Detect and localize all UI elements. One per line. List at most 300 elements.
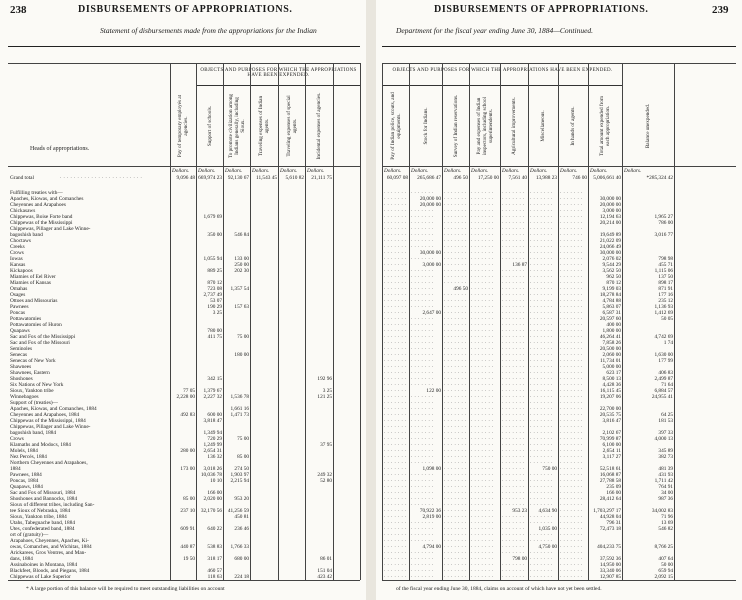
leader-dots: . . . . . . . [411, 496, 434, 501]
table-cell: 136 87 [512, 262, 527, 268]
leader-dots: . . . . . . . [384, 292, 407, 297]
table-cell: 121 25 [317, 394, 332, 400]
leader-dots: . . . . . . . [471, 550, 494, 555]
leader-dots: . . . . . . . [560, 442, 583, 447]
leader-dots: . . . . . . . [411, 340, 434, 345]
leader-dots: . . . . . . . [444, 508, 467, 513]
leader-dots: . . . . . . . [560, 328, 583, 333]
leader-dots: . . . . . . . . . . . . . . . . . . . . . . . . [60, 175, 143, 180]
leader-dots: . . . . . . . [471, 514, 494, 519]
table-cell: 455 71 [658, 262, 673, 268]
leader-dots: . . . . . . . [444, 214, 467, 219]
leader-dots: . . . . . . . [530, 400, 553, 405]
table-cell: 53 07 [210, 298, 222, 304]
leader-dots: . . . . . . . [530, 352, 553, 357]
table-cell: 4,750 00 [538, 544, 557, 550]
leader-dots: . . . . . . . [560, 418, 583, 423]
grand-total-label: Grand total [10, 175, 34, 181]
row-label: Quapaws [10, 328, 30, 334]
leader-dots: . . . . . . . [444, 340, 467, 345]
leader-dots: . . . . . . . [444, 190, 467, 195]
leader-dots: . . . . . . . [411, 358, 434, 363]
leader-dots: . . . . . . . [530, 286, 553, 291]
column-header [278, 88, 305, 164]
leader-dots: . . . . . . . [444, 472, 467, 477]
leader-dots: . . . . . . . [530, 196, 553, 201]
leader-dots: . . . . . . . [502, 250, 525, 255]
leader-dots: . . . . . . . [411, 226, 434, 231]
leader-dots: . . . . . . . [530, 436, 553, 441]
units-label: Dollars. [471, 168, 489, 174]
leader-dots: . . . . . . . [384, 346, 407, 351]
table-cell: 9,544 29 [602, 262, 621, 268]
table-cell: 133 00 [234, 256, 249, 262]
table-cell: 1,903 97 [230, 472, 249, 478]
table-cell: 71 64 [661, 382, 673, 388]
row-label: Sac and Fox of Missouri, 1884 [10, 490, 76, 496]
leader-dots: . . . . . . . [384, 502, 407, 507]
grand-total-value: 21,111 75 [311, 175, 332, 181]
table-cell: 2,076 02 [602, 256, 621, 262]
row-label: Omahas [10, 286, 28, 292]
leader-dots: . . . . . . . [560, 412, 583, 417]
leader-dots: . . . . . . . [411, 430, 434, 435]
leader-dots: . . . . . . . [471, 220, 494, 225]
leader-dots: . . . . . . . [560, 334, 583, 339]
leader-dots: . . . . . . . [560, 520, 583, 525]
table-cell: 750 00 [542, 466, 557, 472]
leader-dots: . . . . . . . [411, 442, 434, 447]
leader-dots: . . . . . . . [560, 376, 583, 381]
leader-dots: . . . . . . . [444, 532, 467, 537]
units-label: Dollars. [172, 168, 190, 174]
table-cell: 546 82 [658, 526, 673, 532]
leader-dots: . . . . . . . [471, 442, 494, 447]
leader-dots: . . . . . . . [560, 244, 583, 249]
column-header-text: Traveling expenses of Indian agents. [258, 95, 270, 157]
column-header [558, 88, 588, 164]
leader-dots: . . . . . . . [560, 292, 583, 297]
column-rule [360, 63, 361, 580]
leader-dots: . . . . . . . [502, 226, 525, 231]
row-label: bagoshish band, 1884 [10, 430, 57, 436]
table-cell: 2,737 49 [203, 292, 222, 298]
leader-dots: . . . . . . . [530, 340, 553, 345]
column-header [223, 88, 250, 164]
leader-dots: . . . . . . . [384, 424, 407, 429]
table-cell: 136 32 [207, 454, 222, 460]
leader-dots: . . . . . . . [530, 346, 553, 351]
leader-dots: . . . . . . . [560, 202, 583, 207]
running-head: DISBURSEMENTS OF APPROPRIATIONS. [78, 4, 293, 15]
leader-dots: . . . . . . . [560, 550, 583, 555]
column-header-text: Pay of Indian police, scouts, and equipments. [389, 92, 402, 160]
leader-dots: . . . . . . . [560, 262, 583, 267]
table-cell: 4,000 13 [654, 436, 673, 442]
leader-dots: . . . . . . . [471, 556, 494, 561]
leader-dots: . . . . . . . [530, 448, 553, 453]
table-cell: 345 89 [658, 448, 673, 454]
leader-dots: . . . . . . . [530, 316, 553, 321]
leader-dots: . . . . . . . [530, 502, 553, 507]
leader-dots: . . . . . . . [502, 310, 525, 315]
leader-dots: . . . . . . . [530, 532, 553, 537]
row-label: Chippewas, Pillager and Lake Winne- [10, 226, 91, 232]
leader-dots: . . . . . . . [384, 448, 407, 453]
table-cell: 2,227 32 [203, 394, 222, 400]
leader-dots: . . . . . . . [444, 418, 467, 423]
leader-dots: . . . . . . . [560, 562, 583, 567]
table-cell: 3 25 [212, 310, 222, 316]
table-cell: 157 63 [234, 304, 249, 310]
table-cell: 870 12 [606, 280, 621, 286]
leader-dots: . . . . . . . [384, 274, 407, 279]
table-cell: 8,766 25 [654, 544, 673, 550]
row-label: Molels, 1884 [10, 448, 38, 454]
table-cell: 450 81 [234, 514, 249, 520]
leader-dots: . . . . . . . [384, 190, 407, 195]
table-cell: 20,000 00 [419, 196, 441, 202]
table-cell: 30,000 00 [419, 250, 441, 256]
leader-dots: . . . . . . . [502, 562, 525, 567]
row-label: Iowas [10, 256, 23, 262]
leader-dots: . . . . . . . [411, 208, 434, 213]
leader-dots: . . . . . . . [530, 442, 553, 447]
leader-dots: . . . . . . . [444, 244, 467, 249]
table-cell: 492 83 [180, 412, 195, 418]
row-label: ort of (gratuity)— [10, 532, 49, 538]
row-label: Osages [10, 292, 26, 298]
leader-dots: . . . . . . . [560, 574, 583, 579]
leader-dots: . . . . . . . [444, 310, 467, 315]
leader-dots: . . . . . . . [560, 220, 583, 225]
table-cell: 640 22 [207, 526, 222, 532]
table-cell: 10,036 78 [200, 472, 222, 478]
leader-dots: . . . . . . . [411, 268, 434, 273]
leader-dots: . . . . . . . [411, 382, 434, 387]
leader-dots: . . . . . . . [471, 472, 494, 477]
leader-dots: . . . . . . . [560, 430, 583, 435]
leader-dots: . . . . . . . [411, 490, 434, 495]
column-header-text: Miscellaneous. [540, 110, 546, 142]
table-cell: 2,654 31 [203, 448, 222, 454]
table-cell: 2,647 00 [422, 310, 441, 316]
row-label: Chickasaws [10, 208, 36, 214]
row-label: Sioux of different tribes, including San- [10, 502, 95, 508]
column-header-text: Agricultural improvements. [511, 97, 517, 155]
leader-dots: . . . . . . . [502, 292, 525, 297]
leader-dots: . . . . . . . [471, 526, 494, 531]
table-cell: 962 50 [606, 274, 621, 280]
row-label: Klamaths and Modocs, 1884 [10, 442, 71, 448]
table-cell: 274 50 [234, 466, 249, 472]
table-cell: 318 17 [207, 556, 222, 562]
table-cell: 18,278 84 [599, 292, 621, 298]
units-label: Dollars. [307, 168, 325, 174]
rule [382, 46, 736, 47]
table-cell: 30,000 00 [599, 250, 621, 256]
table-cell: 1 74 [663, 340, 673, 346]
row-label: Senecas of New York [10, 358, 56, 364]
leader-dots: . . . . . . . [471, 562, 494, 567]
header-rule [382, 63, 736, 64]
leader-dots: . . . . . . . [384, 316, 407, 321]
leader-dots: . . . . . . . [530, 394, 553, 399]
leader-dots: . . . . . . . [444, 250, 467, 255]
table-cell: 871 91 [658, 286, 673, 292]
leader-dots: . . . . . . . [560, 316, 583, 321]
leader-dots: . . . . . . . [411, 538, 434, 543]
leader-dots: . . . . . . . [384, 514, 407, 519]
leader-dots: . . . . . . . [411, 520, 434, 525]
leader-dots: . . . . . . . [471, 424, 494, 429]
table-cell: 137 50 [658, 274, 673, 280]
table-cell: 85 00 [237, 454, 249, 460]
table-cell: 623 17 [606, 370, 621, 376]
leader-dots: . . . . . . . [530, 268, 553, 273]
table-cell: 21,022 09 [599, 238, 621, 244]
table-cell: 16,115 45 [600, 388, 621, 394]
leader-dots: . . . . . . . [384, 388, 407, 393]
table-cell: 70,999 87 [599, 436, 621, 442]
leader-dots: . . . . . . . [471, 388, 494, 393]
table-cell: 382 73 [658, 454, 673, 460]
table-cell: 75 00 [237, 334, 249, 340]
leader-dots: . . . . . . . [471, 352, 494, 357]
leader-dots: . . . . . . . [560, 274, 583, 279]
row-label: Northern Cheyennes and Arapahoes, [10, 460, 88, 466]
leader-dots: . . . . . . . [411, 472, 434, 477]
row-label: Utes, confederated band, 1884 [10, 526, 75, 532]
table-cell: 224 18 [234, 574, 249, 580]
footnote: * A large portion of this balance will be required to meet outstanding liabilities on account [26, 586, 225, 592]
table-cell: 14,950 00 [599, 562, 621, 568]
leader-dots: . . . . . . . [444, 520, 467, 525]
table-cell: 4,784 88 [602, 298, 621, 304]
leader-dots: . . . . . . . [530, 334, 553, 339]
leader-dots: . . . . . . . [530, 418, 553, 423]
units-label: Dollars. [530, 168, 548, 174]
row-label: tee Sioux of Nebraska, 1884 [10, 508, 71, 514]
table-cell: 723 08 [207, 286, 222, 292]
leader-dots: . . . . . . . [502, 274, 525, 279]
table-cell: 12,907 85 [599, 574, 621, 580]
table-cell: 70,922 36 [419, 508, 441, 514]
leader-dots: . . . . . . . [384, 298, 407, 303]
header-rule [382, 166, 736, 167]
leader-dots: . . . . . . . [560, 544, 583, 549]
leader-dots: . . . . . . . [560, 358, 583, 363]
leader-dots: . . . . . . . [560, 484, 583, 489]
table-cell: 659 94 [658, 568, 673, 574]
leader-dots: . . . . . . . [411, 316, 434, 321]
leader-dots: . . . . . . . [384, 232, 407, 237]
leader-dots: . . . . . . . [444, 544, 467, 549]
leader-dots: . . . . . . . [384, 526, 407, 531]
units-label: Dollars. [384, 168, 402, 174]
table-cell: 600 00 [207, 412, 222, 418]
leader-dots: . . . . . . . [560, 448, 583, 453]
table-cell: 20,535 75 [599, 412, 621, 418]
table-cell: 10 10 [210, 478, 222, 484]
column-header [250, 88, 278, 164]
leader-dots: . . . . . . . [411, 352, 434, 357]
table-cell: 173 00 [180, 466, 195, 472]
table-cell: 64 25 [661, 412, 673, 418]
leader-dots: . . . . . . . [530, 292, 553, 297]
table-cell: 3,000 00 [422, 262, 441, 268]
leader-dots: . . . . . . . [502, 424, 525, 429]
leader-dots: . . . . . . . [471, 394, 494, 399]
leader-dots: . . . . . . . [560, 340, 583, 345]
leader-dots: . . . . . . . [530, 478, 553, 483]
leader-dots: . . . . . . . [560, 568, 583, 573]
row-label: 1884 [10, 466, 21, 472]
table-cell: 1,800 00 [602, 328, 621, 334]
leader-dots: . . . . . . . [384, 412, 407, 417]
leader-dots: . . . . . . . [384, 214, 407, 219]
table-cell: 987 36 [658, 496, 673, 502]
units-label: Dollars. [198, 168, 216, 174]
leader-dots: . . . . . . . [411, 238, 434, 243]
leader-dots: . . . . . . . [444, 346, 467, 351]
leader-dots: . . . . . . . [560, 388, 583, 393]
table-cell: 250 00 [234, 262, 249, 268]
leader-dots: . . . . . . . [471, 358, 494, 363]
row-label: Chippewas of Lake Superior [10, 574, 71, 580]
leader-dots: . . . . . . . [384, 340, 407, 345]
rule [8, 46, 360, 47]
leader-dots: . . . . . . . [502, 322, 525, 327]
leader-dots: . . . . . . . [530, 514, 553, 519]
leader-dots: . . . . . . . [471, 202, 494, 207]
leader-dots: . . . . . . . [411, 424, 434, 429]
table-cell: 870 12 [207, 280, 222, 286]
table-cell: 1,630 00 [654, 352, 673, 358]
leader-dots: . . . . . . . [530, 430, 553, 435]
leader-dots: . . . . . . . [444, 460, 467, 465]
leader-dots: . . . . . . . [384, 226, 407, 231]
leader-dots: . . . . . . . [471, 286, 494, 291]
table-cell: 166 00 [606, 490, 621, 496]
row-label: Shoshones and Bannocks, 1884 [10, 496, 78, 502]
leader-dots: . . . . . . . [502, 358, 525, 363]
leader-dots: . . . . . . . [502, 220, 525, 225]
leader-dots: . . . . . . . [471, 244, 494, 249]
leader-dots: . . . . . . . [471, 484, 494, 489]
leader-dots: . . . . . . . [384, 430, 407, 435]
table-cell: 796 31 [606, 520, 621, 526]
table-cell: 181 53 [658, 418, 673, 424]
row-label: Pawnees, 1884 [10, 472, 42, 478]
table-cell: 85 00 [183, 496, 195, 502]
table-cell: 1,349 94 [203, 430, 222, 436]
leader-dots: . . . . . . . [384, 460, 407, 465]
row-label: Arickarees, Gros Ventres, and Man- [10, 550, 87, 556]
row-label: Senecas [10, 352, 28, 358]
row-label: Sac and Fox of the Mississippi [10, 334, 76, 340]
leader-dots: . . . . . . . [444, 268, 467, 273]
leader-dots: . . . . . . . [560, 238, 583, 243]
row-label: Miamies of Kansas [10, 280, 51, 286]
grand-total-value: 9,096 48 [176, 175, 195, 181]
table-cell: 34 00 [661, 490, 673, 496]
leader-dots: . . . . . . . [502, 538, 525, 543]
leader-dots: . . . . . . . [471, 436, 494, 441]
leader-dots: . . . . . . . [471, 532, 494, 537]
grand-total-value: 13,988 23 [535, 175, 557, 181]
leader-dots: . . . . . . . [502, 448, 525, 453]
row-label: Shawnees [10, 364, 32, 370]
leader-dots: . . . . . . . [502, 406, 525, 411]
table-cell: 720 29 [207, 436, 222, 442]
table-cell: 680 00 [234, 556, 249, 562]
table-cell: 407 64 [658, 556, 673, 562]
leader-dots: . . . . . . . [471, 538, 494, 543]
leader-dots: . . . . . . . [384, 352, 407, 357]
leader-dots: . . . . . . . [530, 388, 553, 393]
leader-dots: . . . . . . . [530, 460, 553, 465]
leader-dots: . . . . . . . [444, 358, 467, 363]
table-cell: 177 16 [658, 292, 673, 298]
leader-dots: . . . . . . . [530, 208, 553, 213]
leader-dots: . . . . . . . [444, 376, 467, 381]
leader-dots: . . . . . . . [411, 328, 434, 333]
row-label: Shawnees, Eastern [10, 370, 50, 376]
table-cell: 5,863 07 [602, 304, 621, 310]
leader-dots: . . . . . . . [471, 544, 494, 549]
leader-dots: . . . . . . . [411, 298, 434, 303]
leader-dots: . . . . . . . [384, 328, 407, 333]
row-label: owas, Comanches, and Wichitas, 1884 [10, 544, 92, 550]
column-header-text: Support of schools. [206, 105, 213, 147]
table-cell: 609 91 [180, 526, 195, 532]
leader-dots: . . . . . . . [444, 316, 467, 321]
table-cell: 4,742 69 [654, 334, 673, 340]
row-label: Shoshones [10, 376, 33, 382]
leader-dots: . . . . . . . [411, 574, 434, 579]
leader-dots: . . . . . . . [502, 532, 525, 537]
table-cell: 6,587 31 [602, 310, 621, 316]
leader-dots: . . . . . . . [471, 298, 494, 303]
leader-dots: . . . . . . . [471, 250, 494, 255]
leader-dots: . . . . . . . [384, 484, 407, 489]
row-label: Nez Percés, 1884 [10, 454, 47, 460]
column-header [442, 88, 469, 164]
leader-dots: . . . . . . . [471, 490, 494, 495]
grand-total-value: 5,006,661 40 [593, 175, 621, 181]
leader-dots: . . . . . . . [502, 496, 525, 501]
table-subtitle: Department for the fiscal year ending June 30, 1884—Continued. [396, 26, 594, 35]
table-cell: 46,264 41 [599, 334, 621, 340]
leader-dots: . . . . . . . [560, 406, 583, 411]
leader-dots: . . . . . . . [560, 352, 583, 357]
table-cell: 798 98 [658, 256, 673, 262]
leader-dots: . . . . . . . [411, 346, 434, 351]
table-cell: 889 25 [207, 268, 222, 274]
leader-dots: . . . . . . . [444, 274, 467, 279]
leader-dots: . . . . . . . [444, 304, 467, 309]
table-cell: 1,412 69 [654, 310, 673, 316]
leader-dots: . . . . . . . [411, 376, 434, 381]
table-cell: 235 09 [606, 484, 621, 490]
table-cell: 2,819 00 [422, 514, 441, 520]
row-label: Pottawatomies [10, 316, 42, 322]
leader-dots: . . . . . . . [384, 490, 407, 495]
leader-dots: . . . . . . . [502, 472, 525, 477]
group-header: OBJECTS AND PURPOSES FOR WHICH THE APPROPRIATIONS HAVE BEEN EXPENDED. [382, 64, 622, 86]
table-cell: 20,597 60 [599, 316, 621, 322]
